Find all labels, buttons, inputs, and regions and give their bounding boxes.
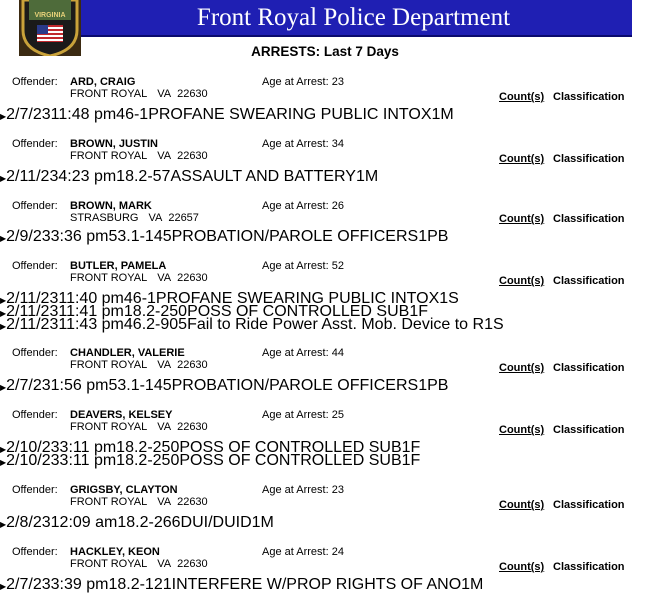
charge-classification: S <box>448 290 459 307</box>
address-zip: 22630 <box>177 272 208 284</box>
age-label: Age at Arrest: <box>262 546 329 558</box>
age-at-arrest <box>262 260 344 273</box>
arrow-right-icon: ▶ <box>0 112 7 121</box>
date-value: 2/10/23 <box>6 452 60 469</box>
offender-name: HACKLEY, KEON <box>70 546 160 558</box>
charge-count: 1 <box>251 514 261 531</box>
address-zip: 22657 <box>168 212 199 224</box>
age-value: 25 <box>331 409 344 421</box>
arrow-right-icon: ▶ <box>0 582 7 591</box>
charge-description: PROBATION/PAROLE OFFICERS <box>171 228 419 245</box>
address-city: FRONT ROYAL <box>70 496 148 508</box>
arrow-right-icon: ▶ <box>0 445 7 454</box>
charge-code: 18.2-250 <box>116 452 180 469</box>
offender-name: CHANDLER, VALERIE <box>70 347 185 359</box>
charge-time: 11:40 pm <box>58 290 124 307</box>
arrow-right-icon: ▶ <box>0 520 7 529</box>
charge-code: 46-1 <box>123 290 156 307</box>
address-state: VA <box>157 150 172 162</box>
offender-name: BROWN, JUSTIN <box>70 138 158 150</box>
arrow-right-icon: ▶ <box>0 322 7 331</box>
charge-description: PROFANE SWEARING PUBLIC INTOX <box>155 290 440 307</box>
offender-label: Offender: <box>12 138 58 150</box>
arrow-right-icon: ▶ <box>0 309 7 318</box>
age-at-arrest <box>262 138 344 151</box>
address-zip: 22630 <box>177 421 208 433</box>
charge-description: ASSAULT AND BATTERY <box>170 168 356 185</box>
classification-header: Classification <box>553 213 625 225</box>
charge-count: 1 <box>461 576 471 593</box>
age-at-arrest <box>262 347 344 360</box>
charge-row <box>0 514 650 531</box>
offender-address <box>70 496 208 509</box>
charge-time: 11:48 pm <box>50 106 117 123</box>
offender-label: Offender: <box>12 200 58 212</box>
charge-date <box>0 514 51 531</box>
charge-date <box>0 316 58 333</box>
date-value: 2/10/23 <box>6 439 60 456</box>
address-state: VA <box>157 88 172 100</box>
charge-code: 18.2-250 <box>123 303 188 320</box>
charge-classification: F <box>410 439 421 456</box>
date-value: 2/7/23 <box>6 106 51 123</box>
offender-address <box>70 359 208 372</box>
address-zip: 22630 <box>177 359 208 371</box>
charge-date <box>0 106 51 123</box>
classification-header: Classification <box>553 561 625 573</box>
counts-header: Count(s) <box>499 424 545 436</box>
charge-classification: M <box>260 514 274 531</box>
charge-row <box>0 290 650 307</box>
counts-header: Count(s) <box>499 153 545 165</box>
offender-name: BROWN, MARK <box>70 200 152 212</box>
charge-code: 18.2-57 <box>116 168 171 185</box>
charge-count: 1 <box>418 377 428 394</box>
charge-count: 1 <box>401 439 411 456</box>
report-subtitle: ARRESTS: Last 7 Days <box>251 44 399 59</box>
charge-count: 1 <box>401 452 411 469</box>
charge-classification: F <box>418 303 429 320</box>
offender-label: Offender: <box>12 347 58 359</box>
date-value: 2/11/23 <box>6 316 59 333</box>
address-state: VA <box>157 272 172 284</box>
charge-description: Fail to Ride Power Asst. Mob. Device to R <box>187 316 485 333</box>
charge-time: 11:41 pm <box>58 303 124 320</box>
address-city: FRONT ROYAL <box>70 421 148 433</box>
charge-row <box>0 168 650 185</box>
offender-name: DEAVERS, KELSEY <box>70 409 173 421</box>
age-label: Age at Arrest: <box>262 260 329 272</box>
charge-count: 1 <box>409 303 419 320</box>
charge-time: 4:23 pm <box>58 168 117 185</box>
offender-label: Offender: <box>12 76 58 88</box>
charge-count: 1 <box>439 290 449 307</box>
charge-time: 1:56 pm <box>50 377 109 394</box>
date-value: 2/8/23 <box>6 514 51 531</box>
charge-code: 18.2-121 <box>108 576 172 593</box>
charge-row <box>0 106 650 123</box>
counts-header: Count(s) <box>499 275 545 287</box>
age-at-arrest <box>262 546 344 559</box>
address-city: FRONT ROYAL <box>70 150 148 162</box>
arrow-right-icon: ▶ <box>0 296 7 305</box>
charge-time: 11:43 pm <box>58 316 124 333</box>
charge-row <box>0 452 650 469</box>
arrow-right-icon: ▶ <box>0 458 7 467</box>
offender-address <box>70 272 208 285</box>
age-value: 23 <box>331 76 344 88</box>
charge-description: INTERFERE W/PROP RIGHTS OF ANO <box>171 576 462 593</box>
charge-classification: F <box>410 452 421 469</box>
age-label: Age at Arrest: <box>262 484 329 496</box>
classification-header: Classification <box>553 362 625 374</box>
address-city: FRONT ROYAL <box>70 359 148 371</box>
charge-code: 46.2-905 <box>123 316 188 333</box>
classification-header: Classification <box>553 275 625 287</box>
age-value: 24 <box>331 546 344 558</box>
offender-label: Offender: <box>12 484 58 496</box>
offender-address <box>70 421 208 434</box>
charge-description: PROFANE SWEARING PUBLIC INTOX <box>148 106 432 123</box>
offender-name: BUTLER, PAMELA <box>70 260 167 272</box>
charge-time: 3:39 pm <box>50 576 109 593</box>
address-state: VA <box>157 359 172 371</box>
charge-row <box>0 377 650 394</box>
address-zip: 22630 <box>177 558 208 570</box>
age-at-arrest <box>262 409 344 422</box>
offender-name: GRIGSBY, CLAYTON <box>70 484 178 496</box>
age-at-arrest <box>262 484 344 497</box>
charge-count: 1 <box>484 316 493 333</box>
offender-name: ARD, CRAIG <box>70 76 136 88</box>
badge-text: VIRGINIA <box>34 12 66 19</box>
charge-code: 53.1-145 <box>108 228 172 245</box>
charge-classification: M <box>440 106 454 123</box>
age-value: 23 <box>331 484 344 496</box>
classification-header: Classification <box>553 91 625 103</box>
arrow-right-icon: ▶ <box>0 383 7 392</box>
charge-description: DUI/DUID <box>180 514 252 531</box>
charge-time: 3:11 pm <box>59 452 117 469</box>
charge-code: 18.2-250 <box>116 439 180 456</box>
charge-description: POSS OF CONTROLLED SUB <box>179 452 402 469</box>
charge-date <box>0 576 51 593</box>
address-city: FRONT ROYAL <box>70 88 148 100</box>
offender-address <box>70 212 199 225</box>
counts-header: Count(s) <box>499 561 545 573</box>
charge-count: 1 <box>431 106 441 123</box>
address-zip: 22630 <box>177 496 208 508</box>
charge-classification: M <box>364 168 379 185</box>
address-state: VA <box>157 496 172 508</box>
address-state: VA <box>157 421 172 433</box>
charge-row <box>0 576 650 593</box>
address-zip: 22630 <box>177 150 208 162</box>
offender-label: Offender: <box>12 546 58 558</box>
charge-time: 3:36 pm <box>50 228 109 245</box>
header-banner <box>75 0 632 37</box>
charge-date <box>0 228 51 245</box>
date-value: 2/11/23 <box>6 290 59 307</box>
age-value: 34 <box>331 138 344 150</box>
age-label: Age at Arrest: <box>262 138 329 150</box>
charge-code: 53.1-145 <box>108 377 172 394</box>
address-state: VA <box>148 212 163 224</box>
age-at-arrest <box>262 76 344 89</box>
charge-classification: PB <box>427 228 449 245</box>
arrow-right-icon: ▶ <box>0 174 7 183</box>
date-value: 2/11/23 <box>6 168 59 185</box>
age-label: Age at Arrest: <box>262 347 329 359</box>
address-city: FRONT ROYAL <box>70 272 148 284</box>
counts-header: Count(s) <box>499 499 545 511</box>
charge-time: 12:09 am <box>50 514 118 531</box>
offender-address <box>70 88 208 101</box>
charge-code: 18.2-266 <box>117 514 181 531</box>
page-title: Front Royal Police Department <box>196 4 511 31</box>
address-city: FRONT ROYAL <box>70 558 148 570</box>
charge-row <box>0 439 650 456</box>
classification-header: Classification <box>553 499 625 511</box>
address-zip: 22630 <box>177 88 208 100</box>
charge-date <box>0 168 58 185</box>
date-value: 2/7/23 <box>6 377 51 394</box>
charge-count: 1 <box>418 228 428 245</box>
charge-code: 46-1 <box>116 106 149 123</box>
classification-header: Classification <box>553 153 625 165</box>
age-value: 44 <box>331 347 344 359</box>
age-at-arrest <box>262 200 344 213</box>
charge-date <box>0 452 60 469</box>
age-value: 26 <box>331 200 344 212</box>
offender-address <box>70 150 208 163</box>
counts-header: Count(s) <box>499 213 545 225</box>
age-value: 52 <box>331 260 344 272</box>
age-label: Age at Arrest: <box>262 200 329 212</box>
charge-time: 3:11 pm <box>59 439 117 456</box>
charge-classification: M <box>470 576 484 593</box>
charge-classification: S <box>492 316 504 333</box>
offender-label: Offender: <box>12 260 58 272</box>
address-state: VA <box>157 558 172 570</box>
age-label: Age at Arrest: <box>262 409 329 421</box>
charge-row <box>0 303 650 320</box>
counts-header: Count(s) <box>499 91 545 103</box>
offender-address <box>70 558 208 571</box>
address-city: STRASBURG <box>70 212 139 224</box>
charge-description: POSS OF CONTROLLED SUB <box>187 303 410 320</box>
date-value: 2/11/23 <box>6 303 59 320</box>
charge-description: POSS OF CONTROLLED SUB <box>179 439 402 456</box>
classification-header: Classification <box>553 424 625 436</box>
charge-date <box>0 377 51 394</box>
charge-count: 1 <box>355 168 365 185</box>
charge-classification: PB <box>427 377 449 394</box>
charge-row <box>0 228 650 245</box>
date-value: 2/9/23 <box>6 228 51 245</box>
offender-label: Offender: <box>12 409 58 421</box>
age-label: Age at Arrest: <box>262 76 329 88</box>
charge-description: PROBATION/PAROLE OFFICERS <box>171 377 419 394</box>
date-value: 2/7/23 <box>6 576 51 593</box>
counts-header: Count(s) <box>499 362 545 374</box>
charge-row <box>0 316 650 333</box>
arrow-right-icon: ▶ <box>0 234 7 243</box>
